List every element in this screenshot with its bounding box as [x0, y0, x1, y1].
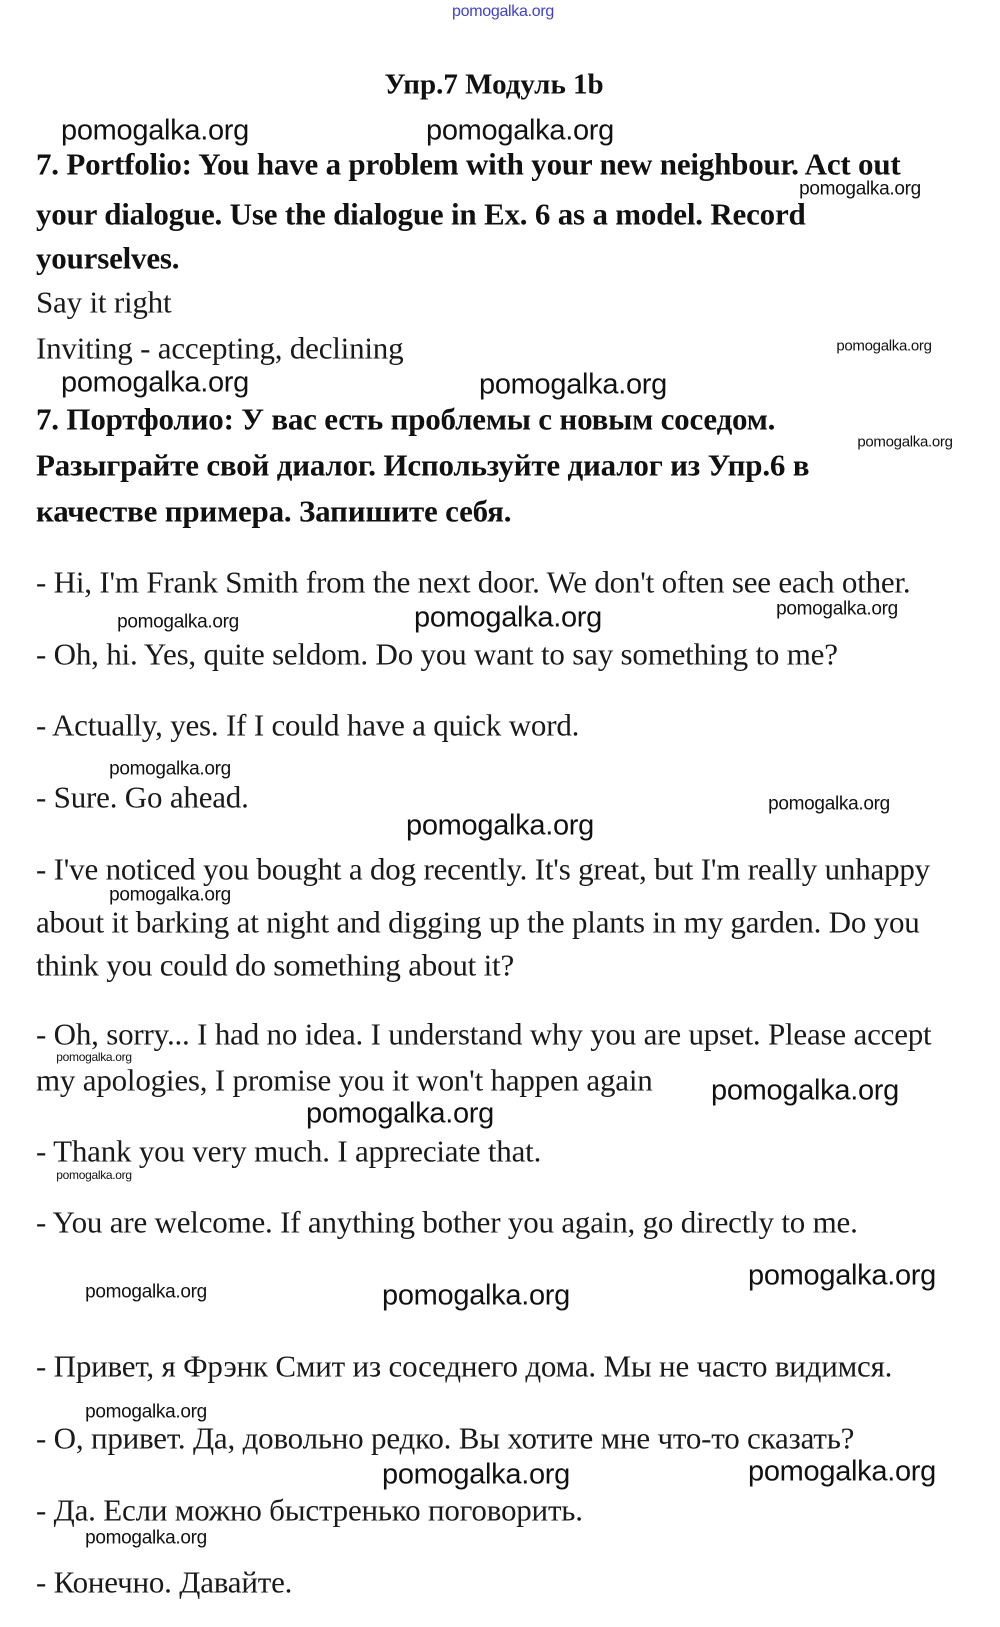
watermark: pomogalka.org [85, 1401, 207, 1423]
watermark: pomogalka.org [306, 1097, 494, 1130]
dialogue-ru-line: - Привет, я Фрэнк Смит из соседнего дома. Мы не часто видимся. [36, 1348, 893, 1384]
dialogue-line: - I've noticed you bought a dog recently. It's great, but I'm really unhappy [36, 851, 930, 887]
site-watermark: pomogalka.org [452, 3, 554, 20]
task-en-line: 7. Portfolio: You have a problem with your new neighbour. Act out [36, 146, 901, 182]
dialogue-ru-line: - О, привет. Да, довольно редко. Вы хотите мне что-то сказать? [36, 1420, 855, 1456]
watermark: pomogalka.org [426, 114, 614, 147]
dialogue-line: think you could do something about it? [36, 947, 515, 983]
watermark: pomogalka.org [748, 1259, 936, 1292]
watermark: pomogalka.org [117, 611, 239, 633]
say-it-right: Say it right [36, 284, 172, 320]
task-ru-line: качестве примера. Запишите себя. [36, 493, 512, 529]
dialogue-ru-line: - Конечно. Давайте. [36, 1564, 293, 1600]
watermark: pomogalka.org [711, 1074, 899, 1107]
dialogue-line: - Oh, hi. Yes, quite seldom. Do you want to say something to me? [36, 636, 838, 672]
task-ru-line: 7. Портфолио: У вас есть проблемы с новым соседом. [36, 401, 776, 437]
dialogue-line: - Sure. Go ahead. [36, 779, 249, 815]
dialogue-ru-line: - Да. Если можно быстренько поговорить. [36, 1492, 583, 1528]
inviting-line: Inviting - accepting, declining [36, 330, 404, 366]
task-en-line: your dialogue. Use the dialogue in Ex. 6 as a model. Record [36, 196, 806, 232]
watermark: pomogalka.org [109, 884, 231, 906]
dialogue-line: about it barking at night and digging up the plants in my garden. Do you [36, 904, 920, 940]
watermark: pomogalka.org [768, 793, 890, 815]
dialogue-line: - You are welcome. If anything bother you again, go directly to me. [36, 1204, 858, 1240]
watermark: pomogalka.org [61, 366, 249, 399]
watermark: pomogalka.org [479, 368, 667, 401]
watermark: pomogalka.org [799, 178, 921, 200]
watermark: pomogalka.org [414, 601, 602, 634]
watermark: pomogalka.org [382, 1279, 570, 1312]
watermark: pomogalka.org [61, 114, 249, 147]
watermark: pomogalka.org [56, 1168, 132, 1182]
watermark: pomogalka.org [857, 433, 953, 451]
watermark: pomogalka.org [406, 809, 594, 842]
watermark: pomogalka.org [836, 337, 932, 355]
watermark: pomogalka.org [85, 1281, 207, 1303]
task-ru-line: Разыграйте свой диалог. Используйте диалог из Упр.6 в [36, 447, 810, 483]
watermark: pomogalka.org [776, 598, 898, 620]
dialogue-line: my apologies, I promise you it won't happen again [36, 1062, 653, 1098]
task-en-line: yourselves. [36, 240, 180, 276]
watermark: pomogalka.org [85, 1527, 207, 1549]
watermark: pomogalka.org [748, 1455, 936, 1488]
dialogue-line: - Hi, I'm Frank Smith from the next door. We don't often see each other. [36, 564, 911, 600]
page-title: Упр.7 Модуль 1b [384, 68, 604, 101]
watermark: pomogalka.org [382, 1458, 570, 1491]
dialogue-line: - Actually, yes. If I could have a quick word. [36, 707, 580, 743]
watermark: pomogalka.org [109, 758, 231, 780]
dialogue-line: - Oh, sorry... I had no idea. I understand why you are upset. Please accept [36, 1016, 932, 1052]
watermark: pomogalka.org [56, 1050, 132, 1064]
dialogue-line: - Thank you very much. I appreciate that. [36, 1133, 542, 1169]
